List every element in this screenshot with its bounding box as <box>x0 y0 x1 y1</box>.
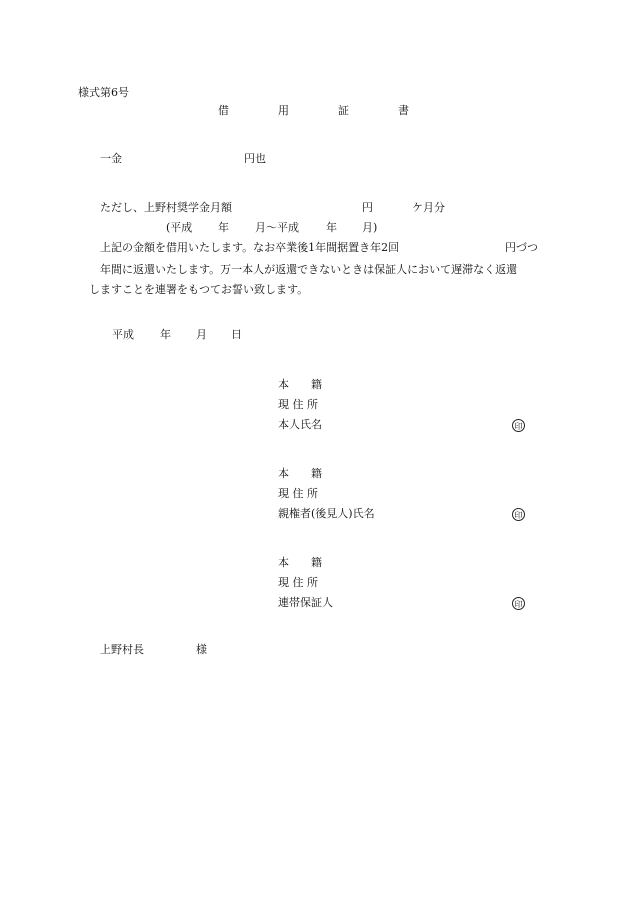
title-char: 証 <box>338 104 349 117</box>
clause-line1-a: ただし、上野村奨学金月額 <box>100 201 232 214</box>
date-month: 月 <box>196 328 207 341</box>
clause-line3-b: 円づつ <box>505 241 538 254</box>
name-label: 連帯保証人 <box>278 596 333 609</box>
amount-suffix: 円也 <box>244 152 266 165</box>
clause-line4: 年間に返還いたします。万一本人が返還できないときは保証人において遅滞なく返還 <box>100 263 518 276</box>
clause-line5: しますことを連署をもつてお誓い致します。 <box>89 283 309 296</box>
honseki-label: 本 籍 <box>278 378 322 391</box>
title-char: 借 <box>218 104 229 117</box>
seal-mark: 印 <box>512 419 525 432</box>
honseki-label: 本 籍 <box>278 556 322 569</box>
clause-line1-b: 円 <box>362 201 373 214</box>
name-label: 親権者(後見人)氏名 <box>278 507 375 520</box>
addressee-name: 上野村長 <box>100 643 144 656</box>
clause-line1-c: ケ月分 <box>412 201 445 214</box>
period-part: (平成 <box>166 221 193 234</box>
title-char: 用 <box>278 104 289 117</box>
period-part: 年 <box>218 221 229 234</box>
title-char: 書 <box>398 104 409 117</box>
seal-mark: 印 <box>512 508 525 521</box>
form-number: 様式第6号 <box>78 86 129 99</box>
clause-line3-a: 上記の金額を借用いたします。なお卒業後1年間据置き年2回 <box>100 241 400 254</box>
honseki-label: 本 籍 <box>278 467 322 480</box>
address-label: 現 住 所 <box>278 487 318 500</box>
address-label: 現 住 所 <box>278 398 318 411</box>
period-part: 月〜平成 <box>255 221 299 234</box>
date-day: 日 <box>231 328 242 341</box>
addressee-honorific: 様 <box>196 643 207 656</box>
address-label: 現 住 所 <box>278 576 318 589</box>
seal-mark: 印 <box>512 597 525 610</box>
period-part: 月) <box>362 221 378 234</box>
date-year: 年 <box>160 328 171 341</box>
period-part: 年 <box>326 221 337 234</box>
name-label: 本人氏名 <box>278 418 322 431</box>
date-era: 平成 <box>112 328 134 341</box>
amount-prefix: 一金 <box>100 152 122 165</box>
